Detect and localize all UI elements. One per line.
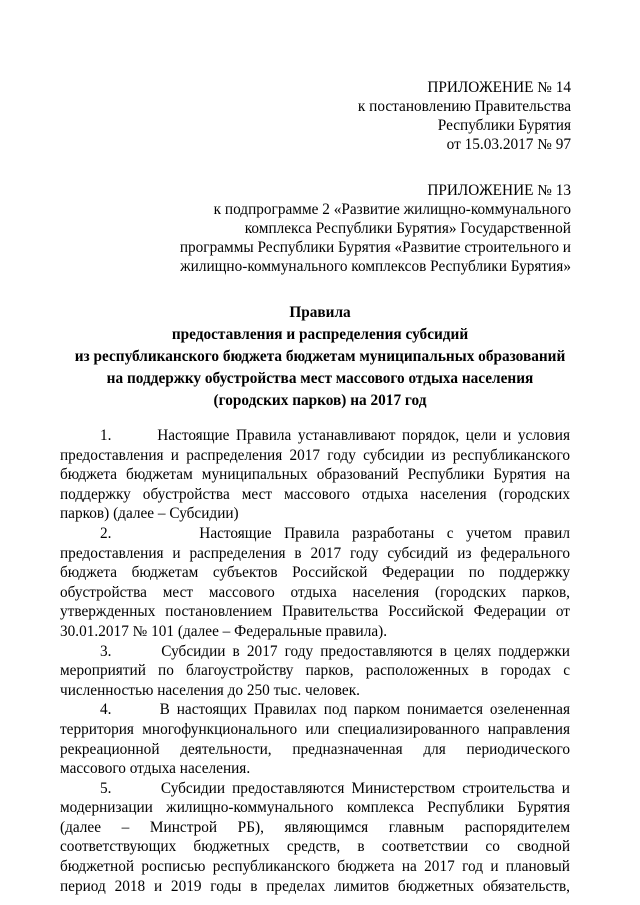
appendix-14-line: к постановлению Правительства xyxy=(357,98,571,115)
appendix-14-line: от 15.03.2017 № 97 xyxy=(446,136,571,153)
paragraph-line: модернизации жилищно-коммунального комплекса Республики Бурятия xyxy=(60,799,570,817)
appendix-14-title: ПРИЛОЖЕНИЕ № 14 xyxy=(427,79,571,96)
paragraph-line: обустройства мест массового отдыха населения (городских парков, xyxy=(60,583,570,601)
document-body xyxy=(60,426,570,896)
paragraph-line: 1. Настоящие Правила устанавливают порядок, цели и условия xyxy=(100,427,570,444)
heading-line: Правила xyxy=(289,304,351,321)
paragraph-line: мероприятий по благоустройству парков, расположенных в городах с xyxy=(60,662,570,680)
heading-line: из республиканского бюджета бюджетам муниципальных образований xyxy=(74,348,566,365)
paragraph-line: численностью населения до 250 тыс. человек. xyxy=(60,681,360,699)
appendix-13-line: жилищно-коммунального комплексов Республики Бурятия» xyxy=(180,258,571,275)
paragraph-line: предоставления и распределения 2017 году субсидии из республиканского xyxy=(60,446,570,464)
paragraph-line: 4. В настоящих Правилах под парком понимается озелененная xyxy=(100,701,570,719)
paragraph-line: утвержденных постановлением Правительства Российской Федерации от xyxy=(60,603,570,621)
paragraph-line: 5. Субсидии предоставляются Министерством строительства и xyxy=(100,779,570,797)
appendix-14-line: Республики Бурятия xyxy=(437,117,571,134)
paragraph-4 xyxy=(60,700,570,778)
paragraph-line: массового отдыха населения. xyxy=(60,760,251,778)
paragraph-line: 3. Субсидии в 2017 году предоставляются в целях поддержки xyxy=(100,642,570,660)
paragraph-2 xyxy=(60,524,570,642)
paragraph-line: предоставления и распределения в 2017 году субсидий из федерального xyxy=(60,544,570,562)
paragraph-line: период 2018 и 2019 годы в пределах лимитов бюджетных обязательств, xyxy=(60,877,570,895)
appendix-13-line: программы Республики Бурятия «Развитие строительного и xyxy=(179,239,571,256)
paragraph-5 xyxy=(60,779,570,897)
appendix-14-block xyxy=(358,78,571,154)
heading-line: (городских парков) на 2017 год xyxy=(213,392,427,409)
paragraph-line: бюджета бюджетам муниципальных образований Республики Бурятия на xyxy=(60,466,570,484)
heading-line: на поддержку обустройства мест массового отдыха населения xyxy=(106,370,534,387)
paragraph-line: 2. Настоящие Правила разработаны с учетом правил xyxy=(100,524,570,542)
appendix-13-block xyxy=(180,181,571,276)
paragraph-3 xyxy=(60,642,570,701)
paragraph-line: парков) (далее – Субсидии) xyxy=(60,505,239,523)
paragraph-1 xyxy=(60,426,570,524)
paragraph-line: бюджета бюджетам субъектов Российской Федерации по поддержку xyxy=(60,564,570,582)
appendix-13-line: к подпрограмме 2 «Развитие жилищно-коммунального xyxy=(213,201,571,218)
paragraph-line: 30.01.2017 № 101 (далее – Федеральные правила). xyxy=(60,622,388,640)
paragraph-line: (далее – Минстрой РБ), являющимся главным распорядителем xyxy=(60,818,570,836)
paragraph-line: поддержку обустройства мест массового отдыха населения (городских xyxy=(60,485,570,503)
paragraph-line: территория многофункционального или специализированного направления xyxy=(60,720,570,738)
document-heading xyxy=(60,302,580,412)
paragraph-line: рекреационной деятельности, предназначенная для периодического xyxy=(60,740,570,758)
paragraph-line: соответствующих бюджетных средств, в соответствии со сводной xyxy=(60,838,570,856)
heading-line: предоставления и распределения субсидий xyxy=(171,326,469,343)
appendix-13-line: комплекса Республики Бурятия» Государственной xyxy=(244,220,571,237)
paragraph-line: бюджетной росписью республиканского бюджета на 2017 год и плановый xyxy=(60,858,570,876)
appendix-13-title: ПРИЛОЖЕНИЕ № 13 xyxy=(427,182,571,199)
